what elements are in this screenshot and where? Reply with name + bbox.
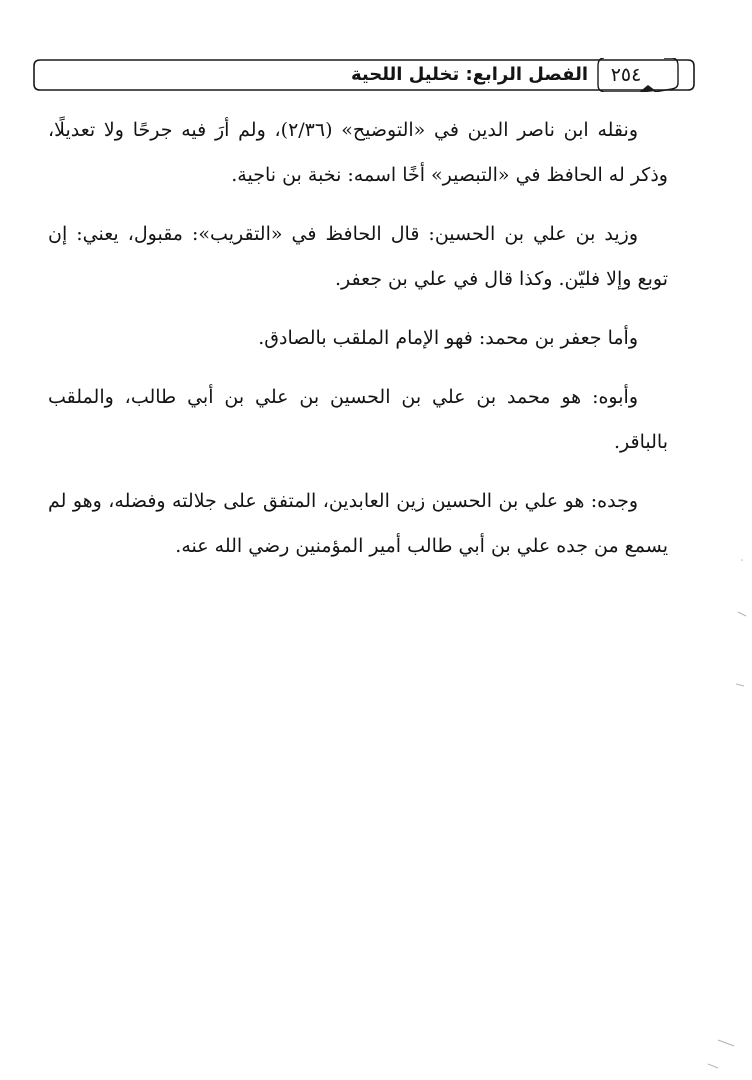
paragraph: وأبوه: هو محمد بن علي بن الحسين بن علي بن أبي طالب، والملقب بالباقر. xyxy=(48,386,668,453)
paragraph: وأما جعفر بن محمد: فهو الإمام الملقب بالصادق. xyxy=(258,327,638,349)
paragraph: وزيد بن علي بن الحسين: قال الحافظ في «التقريب»: مقبول، يعني: إن توبع وإلا فليّن. وكذا قال في علي بن جعفر. xyxy=(48,223,668,290)
chapter-title: الفصل الرابع: تخليل اللحية xyxy=(350,64,588,85)
running-header xyxy=(32,58,696,92)
page-number: ٢٥٤ xyxy=(610,64,642,86)
paragraph: وجده: هو علي بن الحسين زين العابدين، المتفق على جلالته وفضله، وهو لم يسمع من جده علي بن أبي طالب أمير المؤمنين رضي الله عنه. xyxy=(48,490,668,557)
page-body xyxy=(48,108,668,583)
paragraph: ونقله ابن ناصر الدين في «التوضيح» (٢/٣٦)، ولم أرَ فيه جرحًا ولا تعديلًا، وذكر له الحافظ في «التبصير» أخًا اسمه: نخبة بن ناجية. xyxy=(48,119,668,186)
